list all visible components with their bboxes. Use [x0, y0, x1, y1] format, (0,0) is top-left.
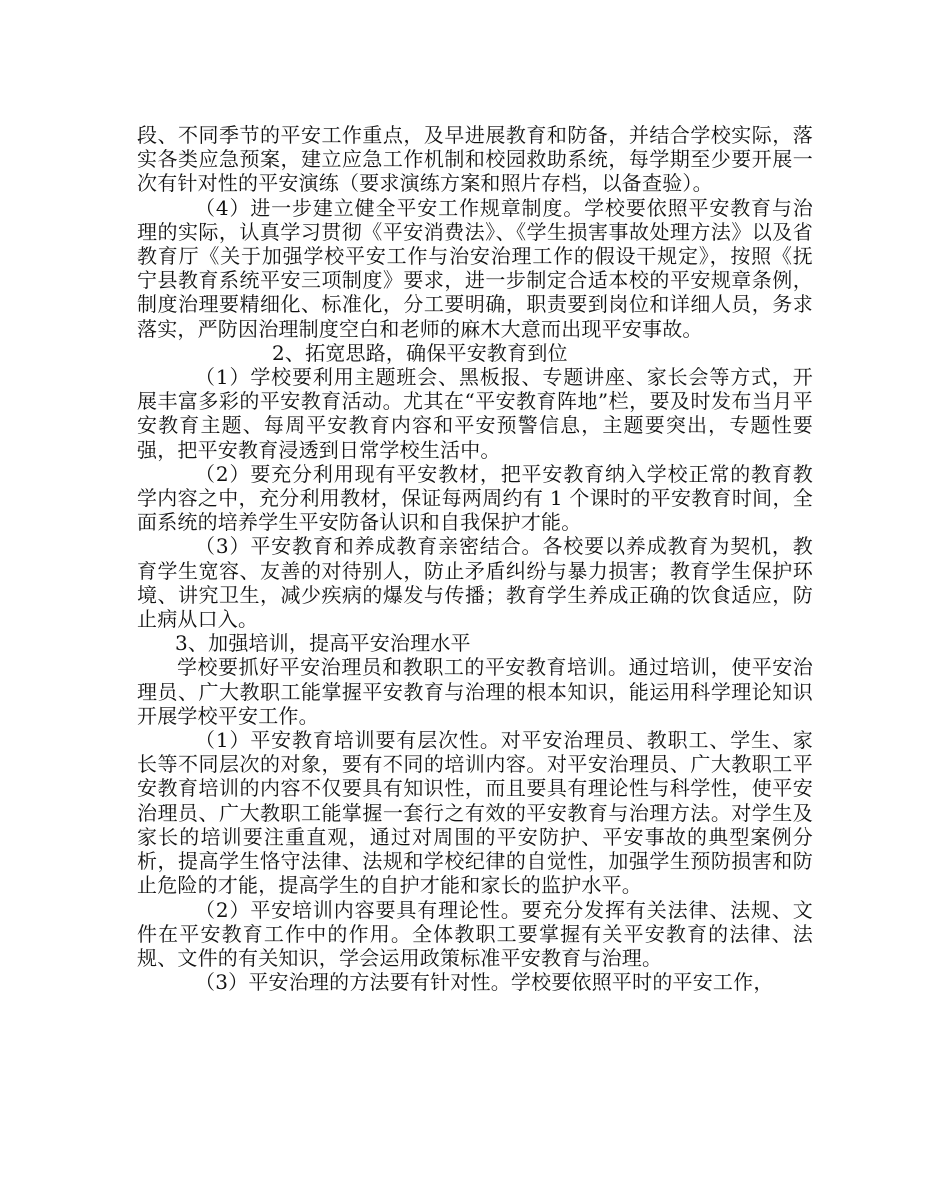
paragraph-section2-item-1: （1）学校要利用主题班会、黑板报、专题讲座、家长会等方式，开展丰富多彩的平安教育活动。尤其在“平安教育阵地”栏，要及时发布当月平安教育主题、每周平安教育内容和平安预警信息，主题要突出，专题性要强，把平安教育浸透到日常学校生活中。 [137, 365, 813, 462]
paragraph-section2-item-3: （3）平安教育和养成教育亲密结合。各校要以养成教育为契机，教育学生宽容、友善的对待别人，防止矛盾纠纷与暴力损害；教育学生保护环境、讲究卫生，减少疾病的爆发与传播；教育学生养成正确的饮食适应，防止病从口入。 [137, 534, 813, 632]
paragraph-section3-intro: 学校要抓好平安治理员和教职工的平安教育培训。通过培训，使平安治理员、广大教职工能掌握平安教育与治理的根本知识，能运用科学理论知识开展学校平安工作。 [137, 655, 813, 728]
paragraph-item-4: （4）进一步建立健全平安工作规章制度。学校要依照平安教育与治理的实际，认真学习贯彻《平安消费法》、《学生损害事故处理方法》以及省教育厅《关于加强学校平安工作与治安治理工作的假设干规定》，按照《抚宁县教育系统平安三项制度》要求，进一步制定合适本校的平安规章条例，制度治理要精细化、标准化，分工要明确，职责要到岗位和详细人员，务求落实，严防因治理制度空白和老师的麻木大意而出现平安事故。 [137, 195, 813, 341]
section-heading-2: 2、拓宽思路，确保平安教育到位 [272, 340, 568, 365]
paragraph-section3-item-1: （1）平安教育培训要有层次性。对平安治理员、教职工、学生、家长等不同层次的对象，要有不同的培训内容。对平安治理员、广大教职工平安教育培训的内容不仅要具有知识性，而且要具有理论性与科学性，使平安治理员、广大教职工能掌握一套行之有效的平安教育与治理方法。对学生及家长的培训要注重直观，通过对周围的平安防护、平安事故的典型案例分析，提高学生恪守法律、法规和学校纪律的自觉性，加强学生预防损害和防止危险的才能，提高学生的自护才能和家长的监护水平。 [137, 728, 813, 898]
document-body [137, 123, 813, 994]
paragraph-section3-item-2: （2）平安培训内容要具有理论性。要充分发挥有关法律、法规、文件在平安教育工作中的作用。全体教职工要掌握有关平安教育的法律、法规、文件的有关知识，学会运用政策标准平安教育与治理。 [137, 897, 813, 970]
paragraph-section3-item-3: （3）平安治理的方法要有针对性。学校要依照平时的平安工作， [195, 970, 774, 995]
paragraph-section2-item-2: （2）要充分利用现有平安教材，把平安教育纳入学校正常的教育教学内容之中，充分利用教材，保证每两周约有 1 个课时的平安教育时间，全面系统的培养学生平安防备认识和自我保护才能。 [137, 461, 813, 535]
paragraph-continuation: 段、不同季节的平安工作重点，及早进展教育和防备，并结合学校实际，落实各类应急预案，建立应急工作机制和校园救助系统，每学期至少要开展一次有针对性的平安演练（要求演练方案和照片存档，以备查验）。 [137, 123, 813, 196]
section-heading-3: 3、加强培训，提高平安治理水平 [175, 631, 471, 656]
